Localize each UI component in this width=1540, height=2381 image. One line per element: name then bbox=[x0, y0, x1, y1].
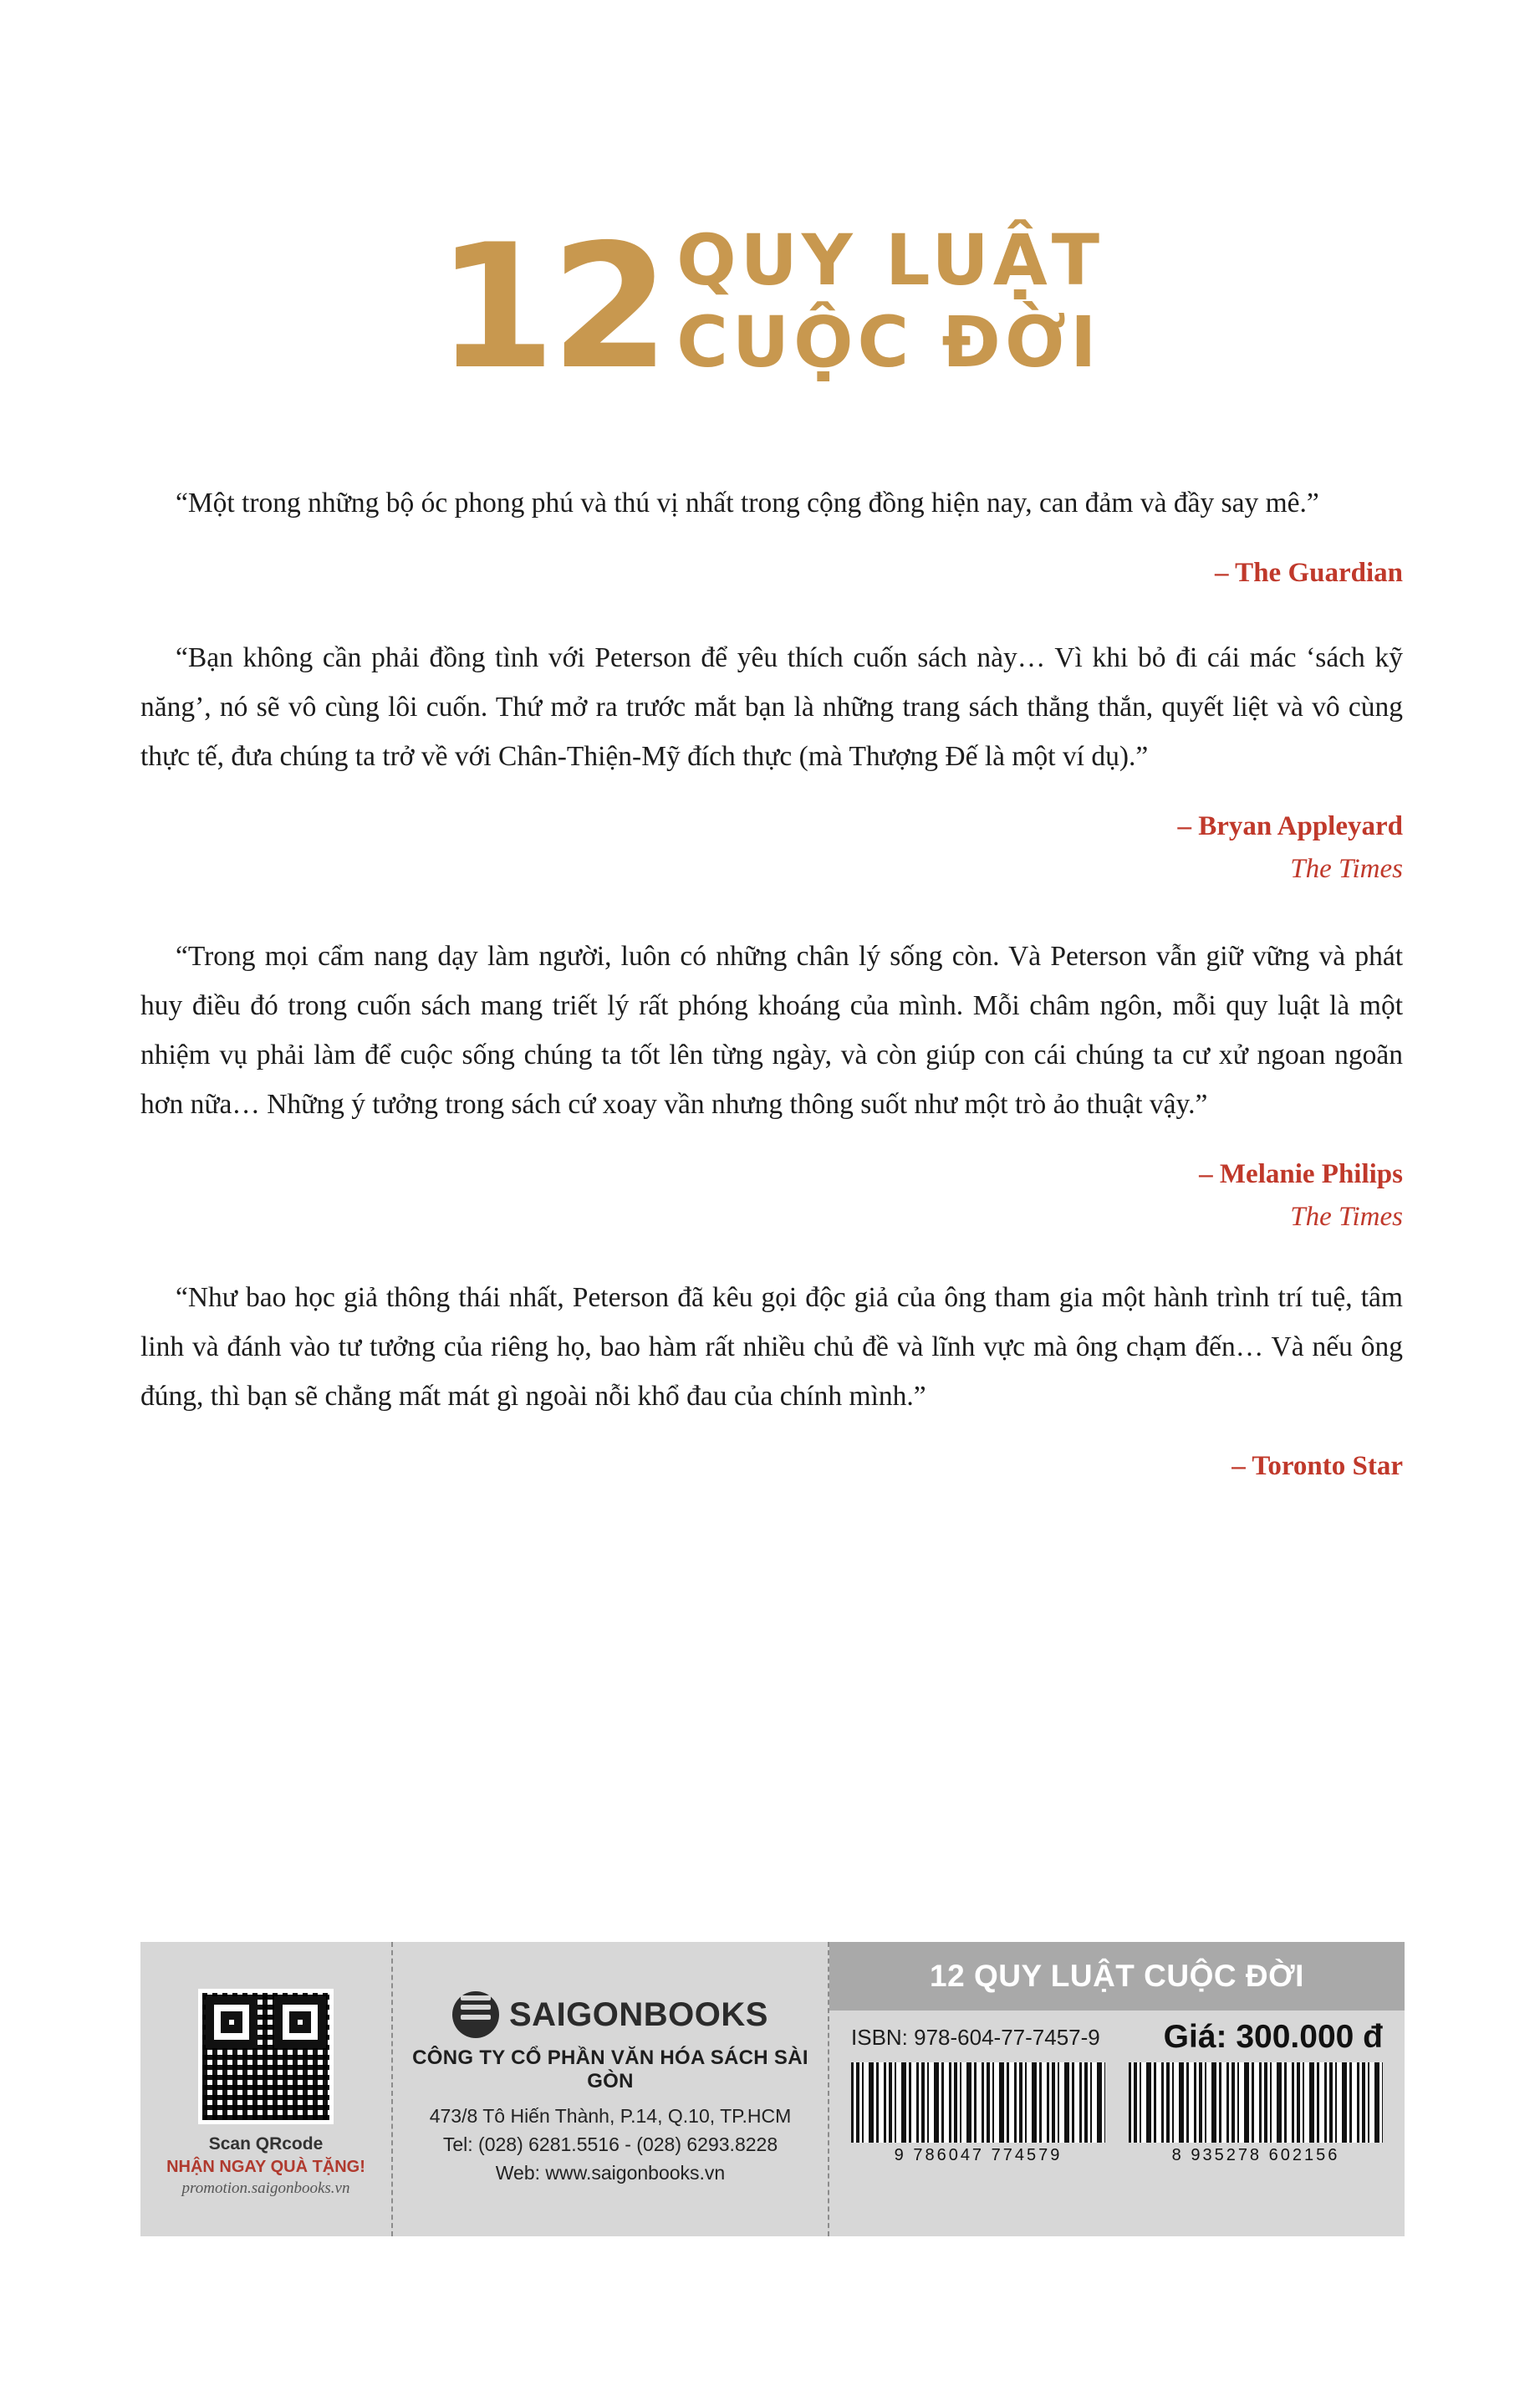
qr-code-icon[interactable] bbox=[198, 1989, 334, 2124]
quote-text: “Như bao học giả thông thái nhất, Peterson đã kêu gọi độc giả của ông tham gia một hành trình trí tuệ, tâm linh và đánh vào tư tưởng của riêng họ, bao hàm rất nhiều chủ đề và lĩnh vực mà ông chạm đến… Và nếu ông đúng, thì bạn sẽ chẳng mất mát gì ngoài nỗi khổ đau của chính mình.” bbox=[140, 1282, 1403, 1412]
quote-text: “Trong mọi cẩm nang dạy làm người, luôn có những chân lý sống còn. Và Peterson vẫn giữ vững và phát huy điều đó trong cuốn sách mang triết lý rất phóng khoáng của mình. Mỗi châm ngôn, mỗi quy luật là một nhiệm vụ phải làm để cuộc sống chúng ta tốt lên từng ngày, và còn giúp con cái chúng ta cư xử ngoan ngoãn hơn nữa… Những ý tưởng trong sách cứ xoay vần nhưng thông suốt như một trò ảo thuật vậy.” bbox=[140, 941, 1403, 1120]
quote-block bbox=[140, 478, 1403, 596]
cover-footer bbox=[140, 1942, 1405, 2236]
publisher-phone: Tel: (028) 6281.5516 - (028) 6293.8228 bbox=[442, 2133, 778, 2155]
quote-block bbox=[140, 633, 1403, 888]
title-line-1: QUY LUẬT bbox=[676, 219, 1104, 301]
qr-caption-scan: Scan QRcode bbox=[208, 2134, 324, 2154]
barcode-isbn bbox=[851, 2062, 1105, 2165]
quote-attribution: – Bryan Appleyard bbox=[1177, 811, 1403, 841]
review-quotes bbox=[140, 478, 1403, 1489]
product-isbn: ISBN: 978-604-77-7457-9 bbox=[851, 2024, 1100, 2050]
publisher-company: CÔNG TY CỔ PHẦN VĂN HÓA SÁCH SÀI GÒN bbox=[412, 2046, 808, 2092]
barcode-ean bbox=[1129, 2062, 1383, 2165]
saigonbooks-logo-icon bbox=[452, 1991, 499, 2038]
quote-attribution: – Melanie Philips bbox=[1199, 1159, 1403, 1189]
publisher-logo-text: SAIGONBOOKS bbox=[509, 1995, 768, 2033]
barcode-number-left: 9 786047 774579 bbox=[894, 2146, 1063, 2164]
quote-block bbox=[140, 1273, 1403, 1489]
quote-attribution: – Toronto Star bbox=[1231, 1451, 1403, 1481]
quote-source: The Times bbox=[1290, 1202, 1403, 1232]
publisher-web: Web: www.saigonbooks.vn bbox=[495, 2162, 726, 2184]
qr-caption-gift: NHẬN NGAY QUÀ TẶNG! bbox=[166, 2158, 365, 2176]
quote-text: “Bạn không cần phải đồng tình với Peterson để yêu thích cuốn sách này… Vì khi bỏ đi cái mác ‘sách kỹ năng’, nó sẽ vô cùng lôi cuốn. Thứ mở ra trước mắt bạn là những trang sách thẳng thắn, quyết liệt và vô cùng thực tế, đưa chúng ta trở về với Chân-Thiện-Mỹ đích thực (mà Thượng Đế là một ví dụ).” bbox=[140, 642, 1403, 772]
title-number: 12 bbox=[436, 208, 665, 407]
product-title: 12 QUY LUẬT CUỘC ĐỜI bbox=[829, 1942, 1405, 2011]
product-price: Giá: 300.000 đ bbox=[1163, 2019, 1383, 2055]
publisher-section bbox=[391, 1942, 829, 2236]
quote-text: “Một trong những bộ óc phong phú và thú vị nhất trong cộng đồng hiện nay, can đảm và đầy say mê.” bbox=[176, 488, 1319, 519]
publisher-address: 473/8 Tô Hiến Thành, P.14, Q.10, TP.HCM bbox=[429, 2105, 792, 2127]
quote-attribution: – The Guardian bbox=[1215, 558, 1403, 588]
quote-source: The Times bbox=[1290, 854, 1403, 884]
qr-caption-url: promotion.saigonbooks.vn bbox=[181, 2179, 350, 2197]
product-section bbox=[829, 1942, 1405, 2236]
qr-section bbox=[140, 1942, 391, 2236]
book-title bbox=[0, 207, 1540, 408]
title-line-2: CUỘC ĐỜI bbox=[676, 301, 1101, 383]
quote-block bbox=[140, 932, 1403, 1236]
barcode-bars-icon bbox=[851, 2062, 1105, 2143]
barcode-bars-icon bbox=[1129, 2062, 1383, 2143]
barcode-number-right: 8 935278 602156 bbox=[1171, 2146, 1340, 2164]
